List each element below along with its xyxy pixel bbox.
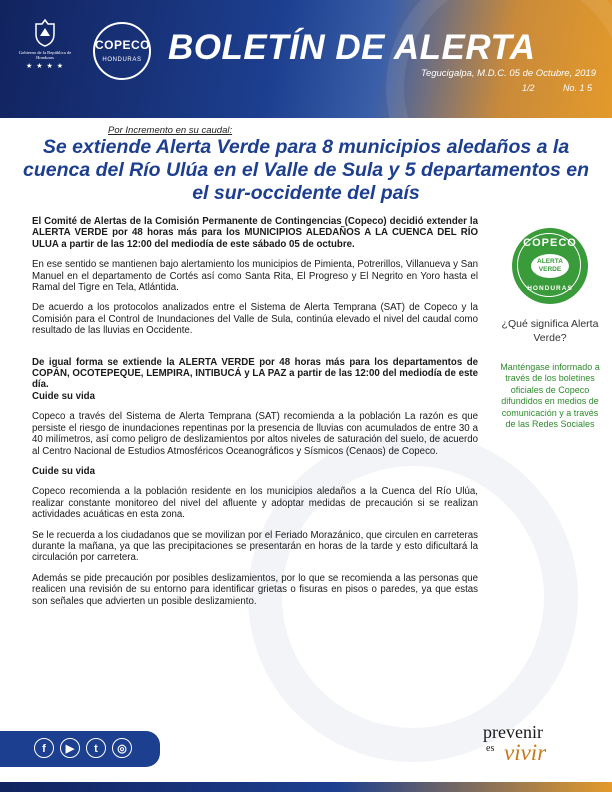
page-indicator: 1/2	[522, 83, 535, 93]
copeco-logo-country: HONDURAS	[102, 57, 142, 63]
crest-icon	[32, 18, 58, 48]
paragraph-4: De igual forma se extiende la ALERTA VERDE por 48 horas más para los departamentos de COPÁN, OCOTEPEQUE, LEMPIRA, INTIBUCÁ y LA PAZ a partir de las 12:00 del mediodía de este día.	[32, 356, 478, 391]
social-bar	[0, 731, 160, 767]
sidebar-answer: Manténgase informado a través de los boletines oficiales de Copeco difundidos en medios de comunicación y a través de las Redes Sociales	[500, 362, 600, 430]
slogan-vivir: vivir	[504, 740, 547, 765]
paragraph-3: De acuerdo a los protocolos analizados entre el Sistema de Alerta Temprana (SAT) de Copeco y la Comisión para el Control de Inundaciones del Valle de Sula, continúa elevado el nivel del caudal como resultado de las lluvias en Occidente.	[32, 302, 478, 337]
government-name: Gobierno de la República de Honduras	[18, 50, 72, 61]
instagram-icon[interactable]: ◎	[112, 738, 132, 758]
footer-bar	[0, 782, 612, 792]
side-logo-badge: ALERTA VERDE	[531, 254, 569, 278]
bulletin-number: No. 1 5	[563, 83, 593, 93]
bulletin-title: BOLETÍN DE ALERTA	[168, 28, 536, 67]
government-stars: ★ ★ ★ ★	[26, 62, 64, 70]
paragraph-5: Copeco a través del Sistema de Alerta Temprana (SAT) recomienda a la población La razón es que persiste el riesgo de inundaciones repentinas por la presencia de lluvias con acumulados de entre 30 a 40 milímetros, así como peligro de deslizamientos por altos niveles de saturación del suelo, de acuerdo al Centro Nacional de Estudios Atmosféricos Oceanográficos y Sísmicos (Cenaos) de Copeco.	[32, 411, 478, 457]
copeco-logo	[93, 22, 151, 80]
facebook-icon[interactable]: f	[34, 738, 54, 758]
kicker: Por Incremento en su caudal:	[108, 125, 233, 136]
side-logo-text: COPECO	[523, 237, 577, 249]
paragraph-8: Además se pide precaución por posibles deslizamientos, por lo que se recomienda a las personas que realicen una revisión de su entorno para identificar grietas o fisuras en pisos o paredes, ya que estas son señales que advierten un posible deslizamiento.	[32, 572, 478, 607]
paragraph-1: El Comité de Alertas de la Comisión Permanente de Contingencias (Copeco) decidió extender la ALERTA VERDE por 48 horas más para los MUNICIPIOS ALEDAÑOS A LA CUENCA DEL RÍO ULUA a partir de las 12:00 del mediodía de este sábado 05 de octubre.	[32, 216, 478, 250]
twitter-icon[interactable]: t	[86, 738, 106, 758]
section-heading-1: Cuide su vida	[32, 390, 95, 402]
youtube-icon[interactable]: ▶	[60, 738, 80, 758]
headline: Se extiende Alerta Verde para 8 municipios aledaños a la cuenca del Río Ulúa en el Valle de Sula y 5 departamentos en el sur-occidente del país	[22, 136, 590, 204]
copeco-logo-text: COPECO	[95, 38, 151, 52]
slogan-prevenir: prevenir	[483, 722, 543, 742]
slogan-es: es	[486, 743, 495, 754]
paragraph-7: Se le recuerda a los ciudadanos que se movilizan por el Feriado Morazánico, que circulen en carreteras durante la mañana, ya que las precipitaciones se presentarán en horas de la tarde y esto dificultará la circulación por carretera.	[32, 529, 478, 564]
article-body	[32, 216, 478, 616]
sidebar-question: ¿Qué significa Alerta Verde?	[501, 318, 599, 344]
paragraph-2: En ese sentido se mantienen bajo alertamiento los municipios de Pimienta, Potrerillos, Villanueva y San Manuel en el departamento de Cortés así como Santa Rita, El Progreso y El Negrito en Yoro hasta el Ramal del Tigre en Tela, Atlántida.	[32, 259, 478, 294]
dateline: Tegucigalpa, M.D.C. 05 de Octubre, 2019	[421, 68, 596, 79]
section-heading-2: Cuide su vida	[32, 465, 95, 477]
paragraph-6: Copeco recomienda a la población residente en los municipios aledaños a la Cuenca del Río Ulúa, realizar constante monitoreo del nivel del afluente y adoptar medidas de precaución si se realizan actividades acuáticas en esta zona.	[32, 486, 478, 521]
government-crest	[16, 18, 74, 70]
side-logo-country: HONDURAS	[527, 285, 573, 292]
alerta-verde-logo	[512, 228, 588, 304]
header-banner	[0, 0, 612, 118]
